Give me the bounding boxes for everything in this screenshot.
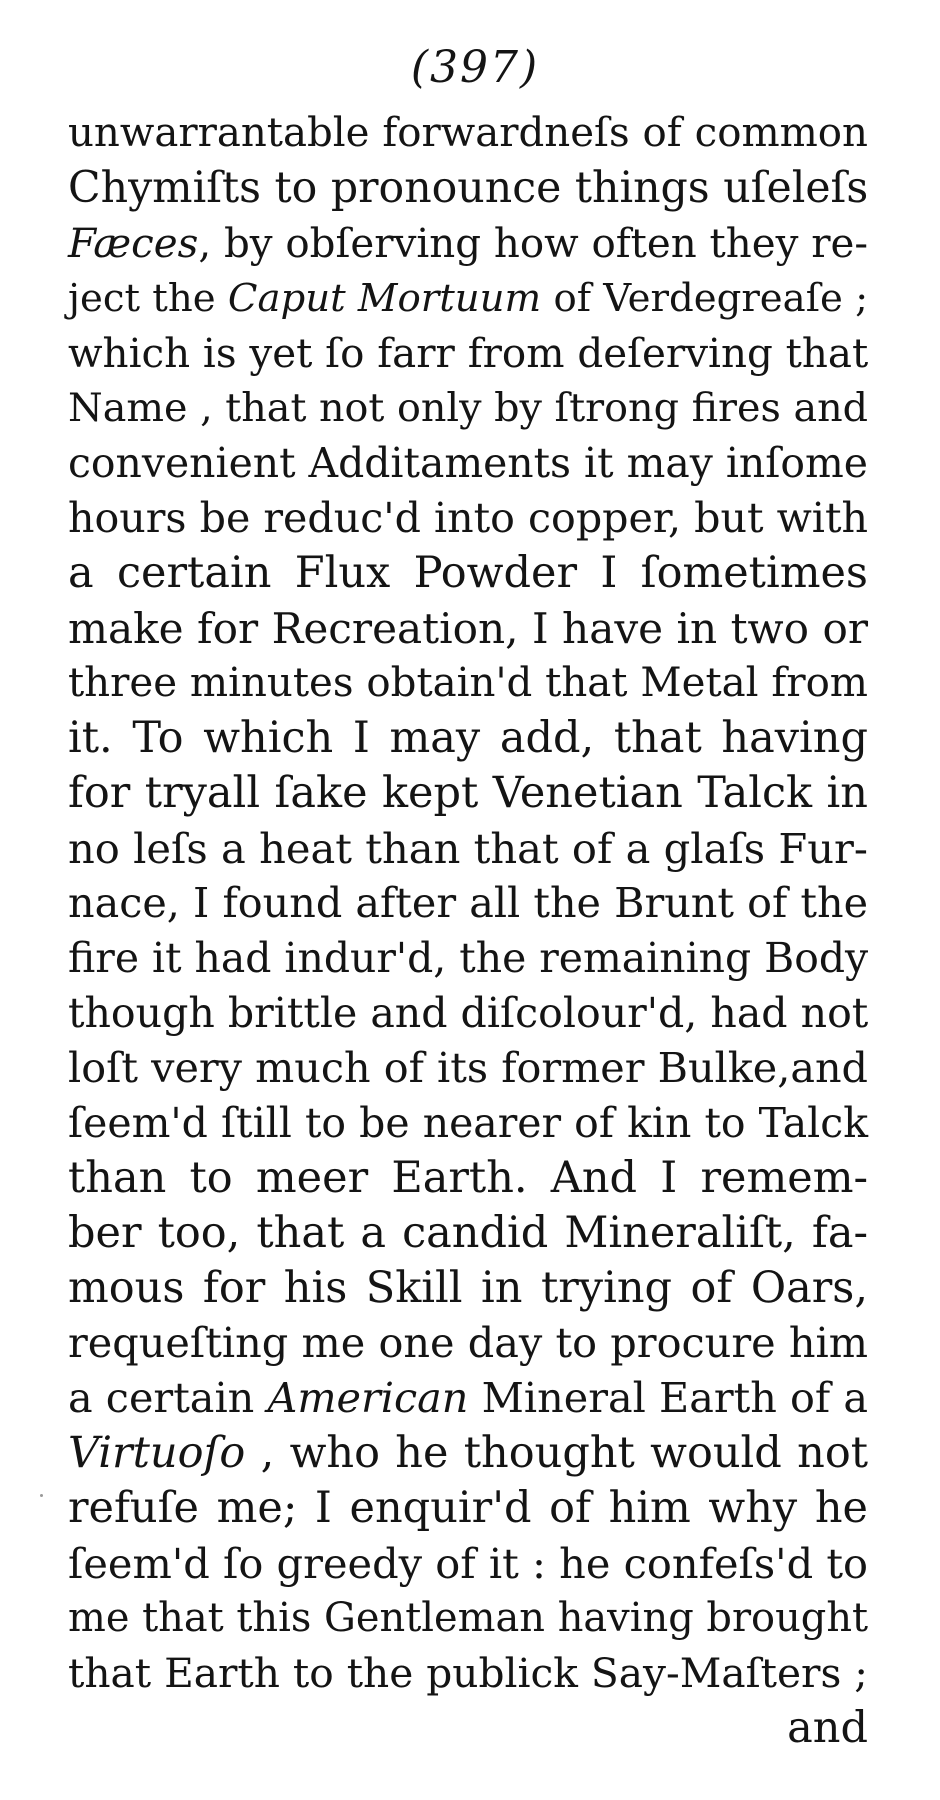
page-number-text: (397) (410, 42, 540, 93)
text-line (68, 161, 868, 216)
text-line (68, 271, 868, 326)
text-line (68, 1206, 868, 1261)
text-run: a certain (68, 1374, 268, 1422)
italic-text: Caput Mortuum (227, 276, 542, 321)
text-run: ſeem'd ſo greedy of it : he confeſs'd to (68, 1539, 868, 1588)
text-run: Chymiſts to pronounce things uſeleſs (68, 163, 869, 213)
text-run: mous for his Skill in trying of Oars, (68, 1263, 868, 1313)
text-run: Mineral Earth of a (468, 1374, 869, 1422)
text-run: it. To which I may add, that having (68, 713, 868, 763)
text-line (68, 381, 868, 436)
text-run: ber too, that a candid Mineraliſt, fa- (68, 1208, 868, 1258)
text-line (68, 1481, 868, 1536)
text-line (68, 1646, 868, 1701)
text-run: loſt very much of its former Bulke,and (68, 1044, 868, 1092)
text-run: requeſting me one day to procure him (68, 1319, 868, 1367)
text-line (68, 436, 868, 491)
text-line (68, 711, 868, 766)
text-line (68, 1591, 868, 1646)
text-run: , by obſerving how often they re- (198, 220, 868, 267)
text-run: Name , that not only by ſtrong fires and (68, 385, 869, 431)
text-line (68, 106, 868, 161)
text-run: which is yet ſo farr from deſerving that (68, 330, 869, 377)
text-run: that Earth to the publick Say-Maſters ; (68, 1649, 868, 1697)
text-run: of Verdegreaſe ; (541, 276, 869, 321)
italic-text: Fæces (68, 220, 199, 267)
text-run: a certain Flux Powder I ſometimes (68, 548, 868, 598)
text-run: hours be reduc'd into copper, but with (68, 494, 868, 542)
text-line (68, 1041, 868, 1096)
text-run: fire it had indur'd, the remaining Body (68, 934, 869, 982)
text-run: though brittle and diſcolour'd, had not (68, 989, 869, 1037)
text-run: make for Recreation, I have in two or (68, 604, 868, 653)
text-line (68, 1261, 868, 1316)
text-run: three minutes obtain'd that Metal from (68, 660, 868, 706)
paper-speck (40, 1494, 43, 1497)
text-line (68, 1371, 868, 1426)
text-run: than to meer Earth. And I remem- (68, 1153, 868, 1203)
text-run: , who he thought would not (245, 1428, 868, 1478)
text-line (68, 1426, 868, 1481)
text-run: ſeem'd ſtill to be nearer of kin to Talck (68, 1099, 868, 1147)
italic-text: Virtuoſo (68, 1428, 246, 1478)
text-line (68, 1096, 868, 1151)
text-run: for tryall ſake kept Venetian Talck in (68, 768, 868, 818)
text-line (68, 931, 868, 986)
text-run: nace, I found after all the Brunt of the (68, 879, 869, 927)
text-line (68, 546, 868, 601)
text-line (68, 326, 868, 381)
text-line (68, 986, 868, 1041)
text-run: unwarrantable forwardneſs of common (68, 110, 868, 156)
text-line (68, 766, 868, 821)
body-text (68, 106, 868, 1756)
text-line (68, 1151, 868, 1206)
text-line (68, 876, 868, 931)
text-line (68, 491, 868, 546)
text-line (68, 1536, 868, 1591)
catchword: and (787, 1703, 868, 1753)
text-line (68, 656, 868, 711)
text-run: no leſs a heat than that of a glaſs Fur- (68, 824, 868, 873)
text-line (68, 216, 868, 271)
page-number (0, 42, 940, 93)
text-run: refuſe me; I enquir'd of him why he (68, 1483, 868, 1533)
italic-text: American (267, 1374, 469, 1422)
text-line (68, 601, 868, 656)
text-run: convenient Additaments it may inſome (68, 439, 868, 487)
text-run: ject the (68, 276, 228, 321)
text-line (68, 821, 868, 876)
text-run: me that this Gentleman having brought (68, 1595, 869, 1641)
text-line (68, 1316, 868, 1371)
